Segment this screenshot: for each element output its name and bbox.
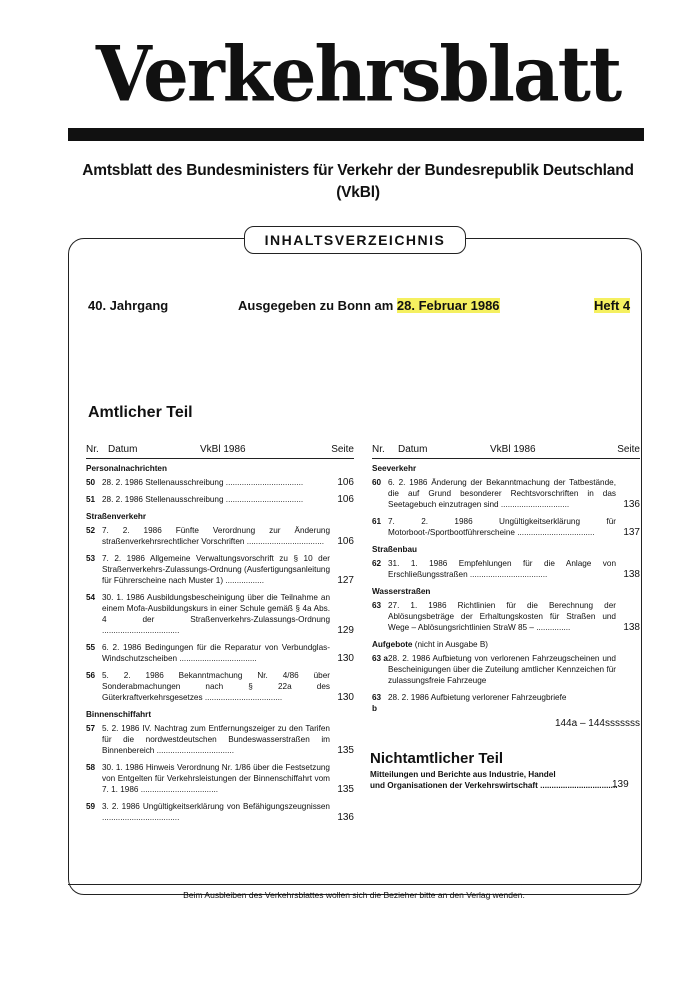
entry-number: 57 bbox=[86, 724, 96, 733]
category-heading: Straßenbau bbox=[372, 545, 418, 554]
header-seite: Seite bbox=[331, 444, 354, 455]
toc-entry bbox=[86, 592, 354, 636]
category-heading: Aufgebote (nicht in Ausgabe B) bbox=[372, 640, 489, 649]
entry-page: 135 bbox=[337, 784, 354, 795]
nichtamtlicher-sub-line-1: Mitteilungen und Berichte aus Industrie, Handel bbox=[370, 770, 556, 779]
left-column-body bbox=[86, 463, 354, 823]
entry-number: 52 bbox=[86, 526, 96, 535]
category-heading: Straßenverkehr bbox=[86, 512, 147, 521]
entry-number: 55 bbox=[86, 643, 96, 652]
entry-page: 137 bbox=[623, 527, 640, 538]
entry-text: 28. 2. 1986 Aufbietung von verlorenen Fahrzeugscheinen und Bescheinigungen über die Zuteilung amtlicher Kennzeichen für zulassungsfreie Fahrzeuge bbox=[388, 654, 616, 685]
entry-text: 3. 2. 1986 Ungültigkeitserklärung von Befähigungszeugnissen .................................. bbox=[102, 802, 330, 822]
entry-text: 31. 1. 1986 Empfehlungen für die Anlage von Erschließungsstraßen .................................. bbox=[388, 559, 616, 579]
masthead-title: Verkehrsblatt bbox=[95, 28, 621, 119]
header-vkbl: VkBl 1986 bbox=[490, 444, 536, 455]
entry-text: 6. 2. 1986 Bedingungen für die Reparatur von Verbundglas-Windschutzscheiben .................................. bbox=[102, 643, 330, 663]
column-header-rule bbox=[86, 458, 354, 459]
entry-number: 60 bbox=[372, 478, 382, 487]
toc-entry bbox=[86, 553, 354, 586]
entry-number: 63 bbox=[372, 601, 382, 610]
entry-text: 28. 2. 1986 Stellenausschreibung .................................. bbox=[102, 495, 304, 504]
masthead-rule bbox=[68, 128, 644, 141]
toc-entry bbox=[86, 723, 354, 756]
jahrgang: 40. Jahrgang bbox=[88, 298, 169, 313]
entry-page: 106 bbox=[337, 536, 354, 547]
entry-text: 28. 2. 1986 Stellenausschreibung .................................. bbox=[102, 478, 304, 487]
toc-entry bbox=[372, 692, 640, 714]
entry-number: 53 bbox=[86, 554, 96, 563]
amtlicher-teil-heading: Amtlicher Teil bbox=[88, 404, 193, 421]
entry-number: 56 bbox=[86, 671, 96, 680]
nichtamtlicher-teil-heading: Nichtamtlicher Teil bbox=[370, 750, 504, 767]
entry-page: 138 bbox=[623, 622, 640, 633]
header-nr: Nr. bbox=[372, 444, 385, 455]
toc-entry bbox=[86, 477, 354, 488]
entry-page: 136 bbox=[623, 499, 640, 510]
category-heading: Seeverkehr bbox=[372, 464, 417, 473]
category-note: (nicht in Ausgabe B) bbox=[412, 640, 489, 649]
toc-entry bbox=[86, 525, 354, 547]
entry-page: 130 bbox=[337, 653, 354, 664]
entry-page: 106 bbox=[337, 477, 354, 488]
entry-page: 138 bbox=[623, 569, 640, 580]
right-column-body bbox=[372, 463, 640, 714]
entry-number: 50 bbox=[86, 478, 96, 487]
issue-date-line bbox=[238, 298, 500, 313]
heft-number: Heft 4 bbox=[594, 298, 631, 313]
footer-note: Beim Ausbleiben des Verkehrsblattes wollen sich die Bezieher bitte an den Verlag wenden. bbox=[68, 884, 640, 905]
entry-number: 58 bbox=[86, 763, 96, 772]
entry-number: 62 bbox=[372, 559, 382, 568]
toc-entry bbox=[372, 558, 640, 580]
column-header-rule bbox=[372, 458, 640, 459]
nichtamtlicher-sub-line-2: und Organisationen der Verkehrswirtschaft .................................. bbox=[370, 781, 618, 790]
masthead-subtitle bbox=[68, 160, 648, 204]
column-header bbox=[86, 444, 354, 458]
entry-page: 127 bbox=[337, 575, 354, 586]
entry-page: 135 bbox=[337, 745, 354, 756]
header-nr: Nr. bbox=[86, 444, 99, 455]
category-heading: Personalnachrichten bbox=[86, 464, 167, 473]
column-header bbox=[372, 444, 640, 458]
entry-text: 7. 2. 1986 Ungültigkeitserklärung für Motorboot-/Sportbootführerscheine .................................. bbox=[388, 517, 616, 537]
entry-text: 6. 2. 1986 Änderung der Bekanntmachung der Tatbestände, die auf Grund besonderer Rechtsvorschriften in das Seetagebuch einzutragen sind .............................. bbox=[388, 478, 616, 509]
entry-text: 30. 1. 1986 Hinweis Verordnung Nr. 1/86 über die Festsetzung von Entgelten für Verkehrsleistungen der Binnenschiffahrt vom 7. 1. 1986 .................................. bbox=[102, 763, 330, 794]
entry-number: 63 b bbox=[372, 693, 382, 713]
entry-page: 129 bbox=[337, 625, 354, 636]
entry-text: 30. 1. 1986 Ausbildungsbescheinigung über die Teilnahme an einem Mofa-Ausbildungskurs in einer Schule gemäß § 4a Abs. 4 der Straßenverkehrs-Zulassungs-Ordnung .................................. bbox=[102, 593, 330, 635]
subtitle-line-2: (VkBl) bbox=[336, 184, 380, 201]
header-datum: Datum bbox=[108, 444, 138, 455]
entry-number: 63 a bbox=[372, 654, 388, 663]
toc-entry bbox=[372, 600, 640, 633]
toc-entry bbox=[86, 642, 354, 664]
entry-page: 136 bbox=[337, 812, 354, 823]
toc-entry bbox=[86, 670, 354, 703]
toc-entry bbox=[372, 477, 640, 510]
ausgegeben-label: Ausgegeben zu Bonn am bbox=[238, 298, 394, 313]
toc-entry bbox=[372, 653, 640, 686]
entry-text: 5. 2. 1986 Bekanntmachung Nr. 4/86 über Sonderabmachungen nach § 22a des Güterkraftverkehrsgesetzes .................................. bbox=[102, 671, 330, 702]
entry-number: 54 bbox=[86, 593, 96, 602]
category-heading: Binnenschiffahrt bbox=[86, 710, 152, 719]
header-vkbl: VkBl 1986 bbox=[200, 444, 246, 455]
entry-text: 28. 2. 1986 Aufbietung verlorener Fahrzeugbriefe bbox=[388, 693, 567, 702]
entry-text: 5. 2. 1986 IV. Nachtrag zum Entfernungszeiger zu den Tarifen für die nordwestdeutschen Bundeswasserstraßen im Binnenbereich .................................. bbox=[102, 724, 330, 755]
entry-number: 61 bbox=[372, 517, 382, 526]
left-column bbox=[86, 444, 354, 829]
entry-text: 7. 2. 1986 Allgemeine Verwaltungsvorschrift zu § 10 der Straßenverkehrs-Zulassungs-Ordnung (Ausfertigungsanleitung für Führerscheine nach Muster 1) ................. bbox=[102, 554, 331, 585]
issue-date: 28. Februar 1986 bbox=[396, 298, 500, 313]
toc-entry bbox=[86, 801, 354, 823]
subtitle-line-1: Amtsblatt des Bundesministers für Verkehr der Bundesrepublik Deutschland bbox=[82, 162, 634, 179]
entry-text: 27. 1. 1986 Richtlinien für die Berechnung der Ablösungsbeträge der Erhaltungskosten für Straßen und Wege – Ablösungsrichtlinien StraW 85 – ............... bbox=[388, 601, 616, 632]
category-heading: Wasserstraßen bbox=[372, 587, 431, 596]
entry-number: 59 bbox=[86, 802, 96, 811]
toc-entry bbox=[86, 494, 354, 505]
right-column bbox=[372, 444, 640, 729]
header-seite: Seite bbox=[617, 444, 640, 455]
entry-number: 51 bbox=[86, 495, 96, 504]
nichtamtlicher-subtitle bbox=[370, 769, 640, 791]
entry-text: 7. 2. 1986 Fünfte Verordnung zur Änderung straßenverkehrsrechtlicher Vorschriften .................................. bbox=[102, 526, 330, 546]
nichtamtlicher-page: 139 bbox=[612, 779, 629, 790]
header-datum: Datum bbox=[398, 444, 428, 455]
toc-badge: INHALTSVERZEICHNIS bbox=[244, 226, 466, 254]
toc-entry bbox=[86, 762, 354, 795]
entry-page: 130 bbox=[337, 692, 354, 703]
entry-page: 106 bbox=[337, 494, 354, 505]
aufgebote-pages: 144a – 144sssssss bbox=[554, 718, 640, 729]
toc-entry bbox=[372, 516, 640, 538]
